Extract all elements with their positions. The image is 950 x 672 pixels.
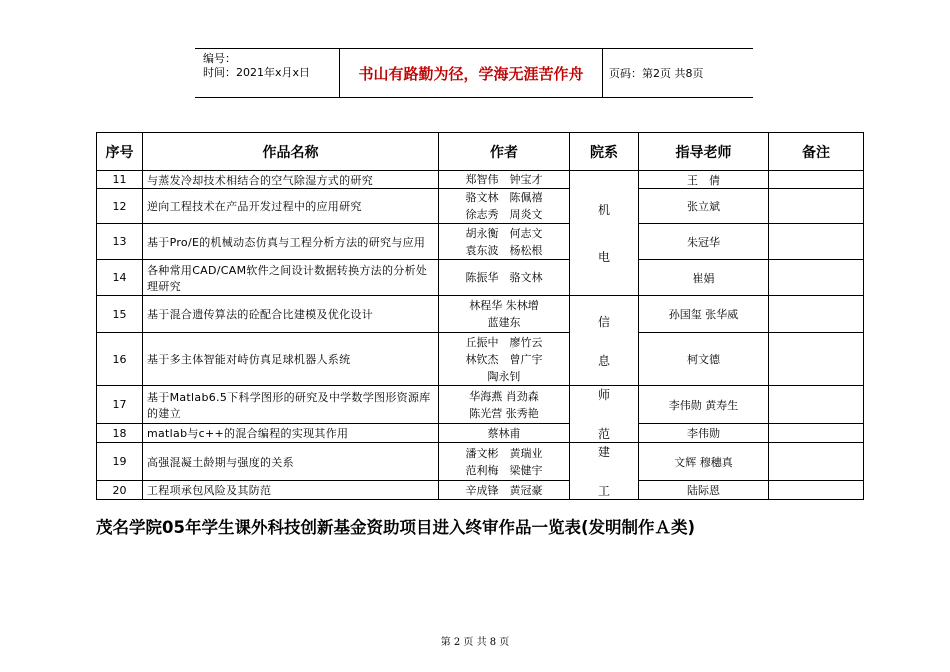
row-title: matlab与c++的混合编程的实现其作用 <box>143 424 439 443</box>
code-label: 编号： <box>203 52 236 65</box>
page-header <box>195 48 753 98</box>
author-line: 袁东波 杨松根 <box>465 243 543 257</box>
row-authors <box>439 333 570 386</box>
row-advisor: 李伟勋 <box>639 424 769 443</box>
dept-char: 师 <box>597 388 610 402</box>
author-line: 陈光营 张秀艳 <box>469 406 539 420</box>
dept-char: 息 <box>597 353 610 368</box>
row-title: 逆向工程技术在产品开发过程中的应用研究 <box>143 189 439 224</box>
row-note <box>769 481 864 500</box>
author-line: 陈振华 骆文林 <box>465 271 543 284</box>
row-advisor: 朱冠华 <box>639 224 769 260</box>
row-no: 17 <box>97 386 143 424</box>
dept-char: 建 <box>597 445 610 459</box>
header-meta <box>195 49 340 97</box>
author-line: 陶永钊 <box>487 369 521 383</box>
row-note <box>769 296 864 333</box>
row-advisor: 文辉 穆穗真 <box>639 443 769 481</box>
row-advisor: 李伟勋 黄寿生 <box>639 386 769 424</box>
author-line: 郑智伟 钟宝才 <box>465 173 543 186</box>
author-line: 华海燕 肖劲森 <box>469 389 539 403</box>
row-advisor: 王 倩 <box>639 171 769 189</box>
row-title: 工程项承包风险及其防范 <box>143 481 439 500</box>
row-title: 基于Matlab6.5下科学图形的研究及中学数学图形资源库的建立 <box>143 386 439 424</box>
table-row <box>97 224 864 260</box>
dept-char: 工 <box>597 484 610 498</box>
row-authors <box>439 481 570 500</box>
row-no: 12 <box>97 189 143 224</box>
row-authors <box>439 443 570 481</box>
row-advisor: 张立斌 <box>639 189 769 224</box>
author-line: 辛成锋 黄冠豪 <box>465 483 543 497</box>
dept-cell-jidian <box>570 171 639 296</box>
col-header-no: 序号 <box>97 133 143 171</box>
row-title: 基于Pro/E的机械动态仿真与工程分析方法的研究与应用 <box>143 224 439 260</box>
table-row <box>97 443 864 481</box>
row-note <box>769 333 864 386</box>
table-row <box>97 481 864 500</box>
projects-table <box>96 132 864 500</box>
document-title: 茂名学院05年学生课外科技创新基金资助项目进入终审作品一览表(发明制作Ａ类) <box>96 518 696 537</box>
table-row <box>97 424 864 443</box>
table-row <box>97 260 864 296</box>
row-note <box>769 260 864 296</box>
col-header-dept: 院系 <box>570 133 639 171</box>
dept-cell-xinxi <box>570 296 639 386</box>
row-title: 基于多主体智能对峙仿真足球机器人系统 <box>143 333 439 386</box>
row-advisor: 柯文德 <box>639 333 769 386</box>
table-header-row <box>97 133 864 171</box>
row-advisor: 孙国玺 张华威 <box>639 296 769 333</box>
col-header-title: 作品名称 <box>143 133 439 171</box>
row-note <box>769 386 864 424</box>
row-no: 15 <box>97 296 143 333</box>
row-note <box>769 443 864 481</box>
col-header-advisor: 指导老师 <box>639 133 769 171</box>
row-authors <box>439 386 570 424</box>
row-note <box>769 189 864 224</box>
author-line: 蓝建东 <box>487 316 521 329</box>
author-line: 胡永衡 何志文 <box>465 226 543 240</box>
row-no: 16 <box>97 333 143 386</box>
row-title: 与蒸发冷却技术相结合的空气除湿方式的研究 <box>143 171 439 189</box>
table-row <box>97 296 864 333</box>
row-title: 各种常用CAD/CAM软件之间设计数据转换方法的分析处理研究 <box>143 260 439 296</box>
row-no: 14 <box>97 260 143 296</box>
row-title: 基于混合遗传算法的砼配合比建模及优化设计 <box>143 296 439 333</box>
author-line: 徐志秀 周炎文 <box>465 208 543 221</box>
row-authors <box>439 189 570 224</box>
author-line: 潘文彬 黄瑞业 <box>465 446 543 460</box>
date-label: 时间：2021年x月x日 <box>203 66 311 79</box>
table-row <box>97 171 864 189</box>
row-authors <box>439 171 570 189</box>
row-authors <box>439 224 570 260</box>
header-page-label: 页码：第2页 共8页 <box>609 67 704 80</box>
row-note <box>769 224 864 260</box>
header-motto: 书山有路勤为径，学海无涯苦作舟 <box>340 49 603 97</box>
author-line: 蔡林甫 <box>487 426 521 440</box>
row-authors <box>439 424 570 443</box>
row-no: 18 <box>97 424 143 443</box>
row-note <box>769 424 864 443</box>
dept-char: 电 <box>597 250 610 264</box>
dept-char: 机 <box>597 203 610 217</box>
dept-cell-shifan <box>570 386 639 443</box>
row-no: 20 <box>97 481 143 500</box>
table-row <box>97 386 864 424</box>
row-no: 13 <box>97 224 143 260</box>
dept-char: 信 <box>597 314 610 329</box>
table-row <box>97 333 864 386</box>
row-advisor: 陆际恩 <box>639 481 769 500</box>
author-line: 骆文林 陈佩禧 <box>465 191 543 204</box>
row-no: 11 <box>97 171 143 189</box>
row-authors <box>439 296 570 333</box>
row-note <box>769 171 864 189</box>
dept-char: 范 <box>597 427 610 441</box>
col-header-authors: 作者 <box>439 133 570 171</box>
row-title: 高强混凝土龄期与强度的关系 <box>143 443 439 481</box>
author-line: 丘振中 廖竹云 <box>465 335 543 349</box>
page-footer: 第 2 页 共 8 页 <box>440 637 510 648</box>
author-line: 范利梅 梁健宇 <box>465 463 543 477</box>
author-line: 林程华 朱林增 <box>469 299 539 312</box>
row-no: 19 <box>97 443 143 481</box>
dept-cell-jiangong <box>570 443 639 500</box>
col-header-note: 备注 <box>769 133 864 171</box>
row-advisor: 崔娟 <box>639 260 769 296</box>
table-row <box>97 189 864 224</box>
author-line: 林钦杰 曾广宇 <box>465 352 543 366</box>
row-authors <box>439 260 570 296</box>
